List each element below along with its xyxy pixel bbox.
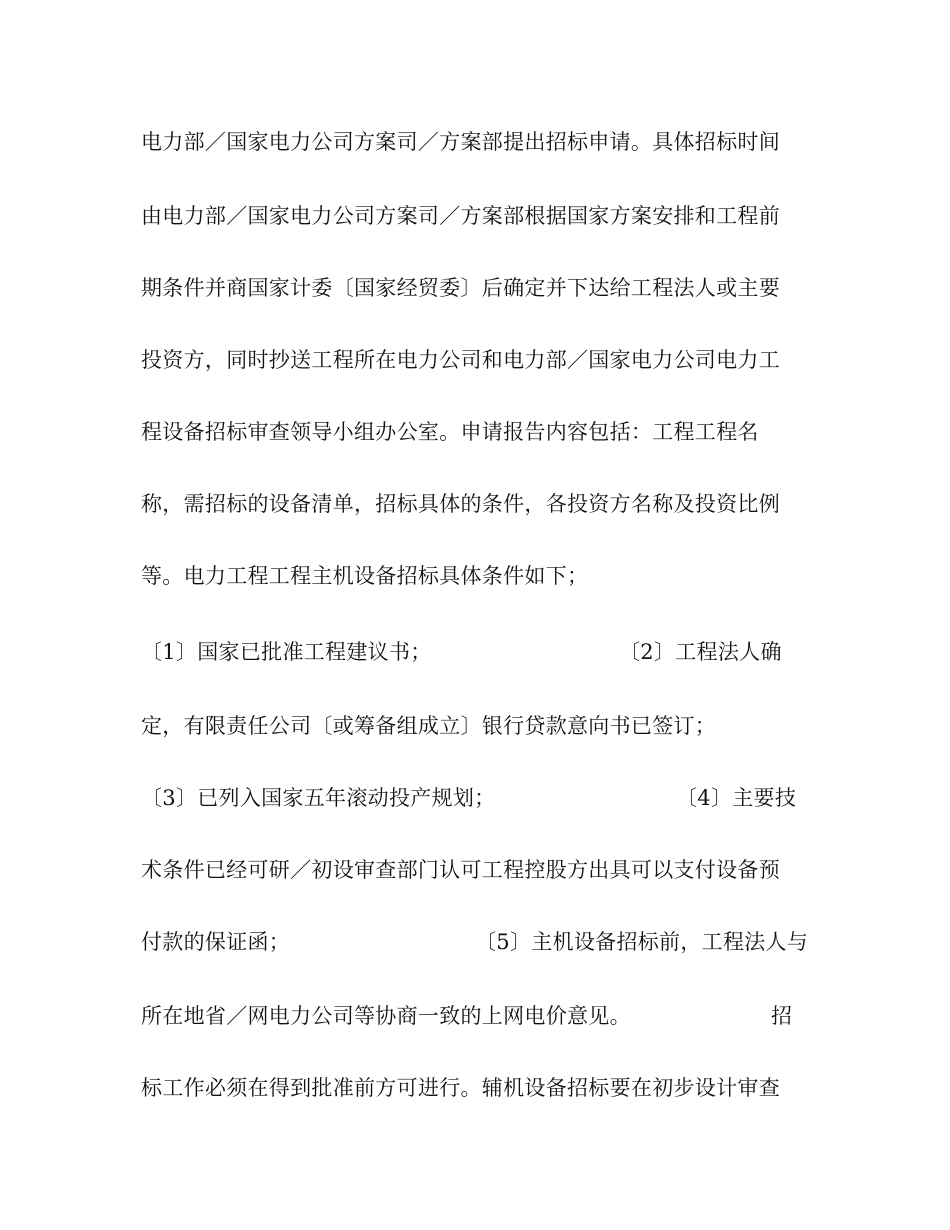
next-paragraph-start: 招 <box>771 1004 793 1028</box>
condition-5-end: 所在地省／网电力公司等协商一致的上网电价意见。 <box>141 1004 631 1028</box>
condition-line-2: 定，有限责任公司〔或筹备组成立〕银行贷款意向书已签订； <box>141 714 717 738</box>
condition-3-text: 〔3〕已列入国家五年滚动投产规划； <box>141 786 496 810</box>
condition-line-5 <box>141 926 821 958</box>
paragraph-line-7: 等。电力工程工程主机设备招标具体条件如下； <box>141 564 589 588</box>
condition-1-text: 〔1〕国家已批准工程建议书； <box>141 640 432 664</box>
condition-line-1 <box>141 636 821 668</box>
condition-5-start: 〔5〕主机设备招标前，工程法人与 <box>475 930 809 954</box>
condition-2-start: 〔2〕工程法人确 <box>619 640 782 664</box>
condition-line-4: 术条件已经可研／初设审查部门认可工程控股方出具可以支付设备预 <box>141 858 780 882</box>
paragraph-line-6: 称，需招标的设备清单，招标具体的条件，各投资方名称及投资比例 <box>141 492 780 516</box>
paragraph-line-final: 标工作必须在得到批准前方可进行。辅机设备招标要在初步设计审查 <box>141 1076 780 1100</box>
paragraph-line-1: 电力部／国家电力公司方案司／方案部提出招标申请。具体招标时间 <box>141 130 780 154</box>
paragraph-line-3: 期条件并商国家计委〔国家经贸委〕后确定并下达给工程法人或主要 <box>141 276 780 300</box>
condition-line-6 <box>141 1000 821 1032</box>
condition-4-start: 〔4〕主要技 <box>676 786 797 810</box>
paragraph-line-4: 投资方，同时抄送工程所在电力公司和电力部／国家电力公司电力工 <box>141 348 780 372</box>
paragraph-line-2: 由电力部／国家电力公司方案司／方案部根据国家方案安排和工程前 <box>141 204 780 228</box>
condition-4-end: 付款的保证函； <box>141 930 291 954</box>
condition-line-3 <box>141 782 821 814</box>
paragraph-line-5: 程设备招标审查领导小组办公室。申请报告内容包括：工程工程名 <box>141 420 759 444</box>
